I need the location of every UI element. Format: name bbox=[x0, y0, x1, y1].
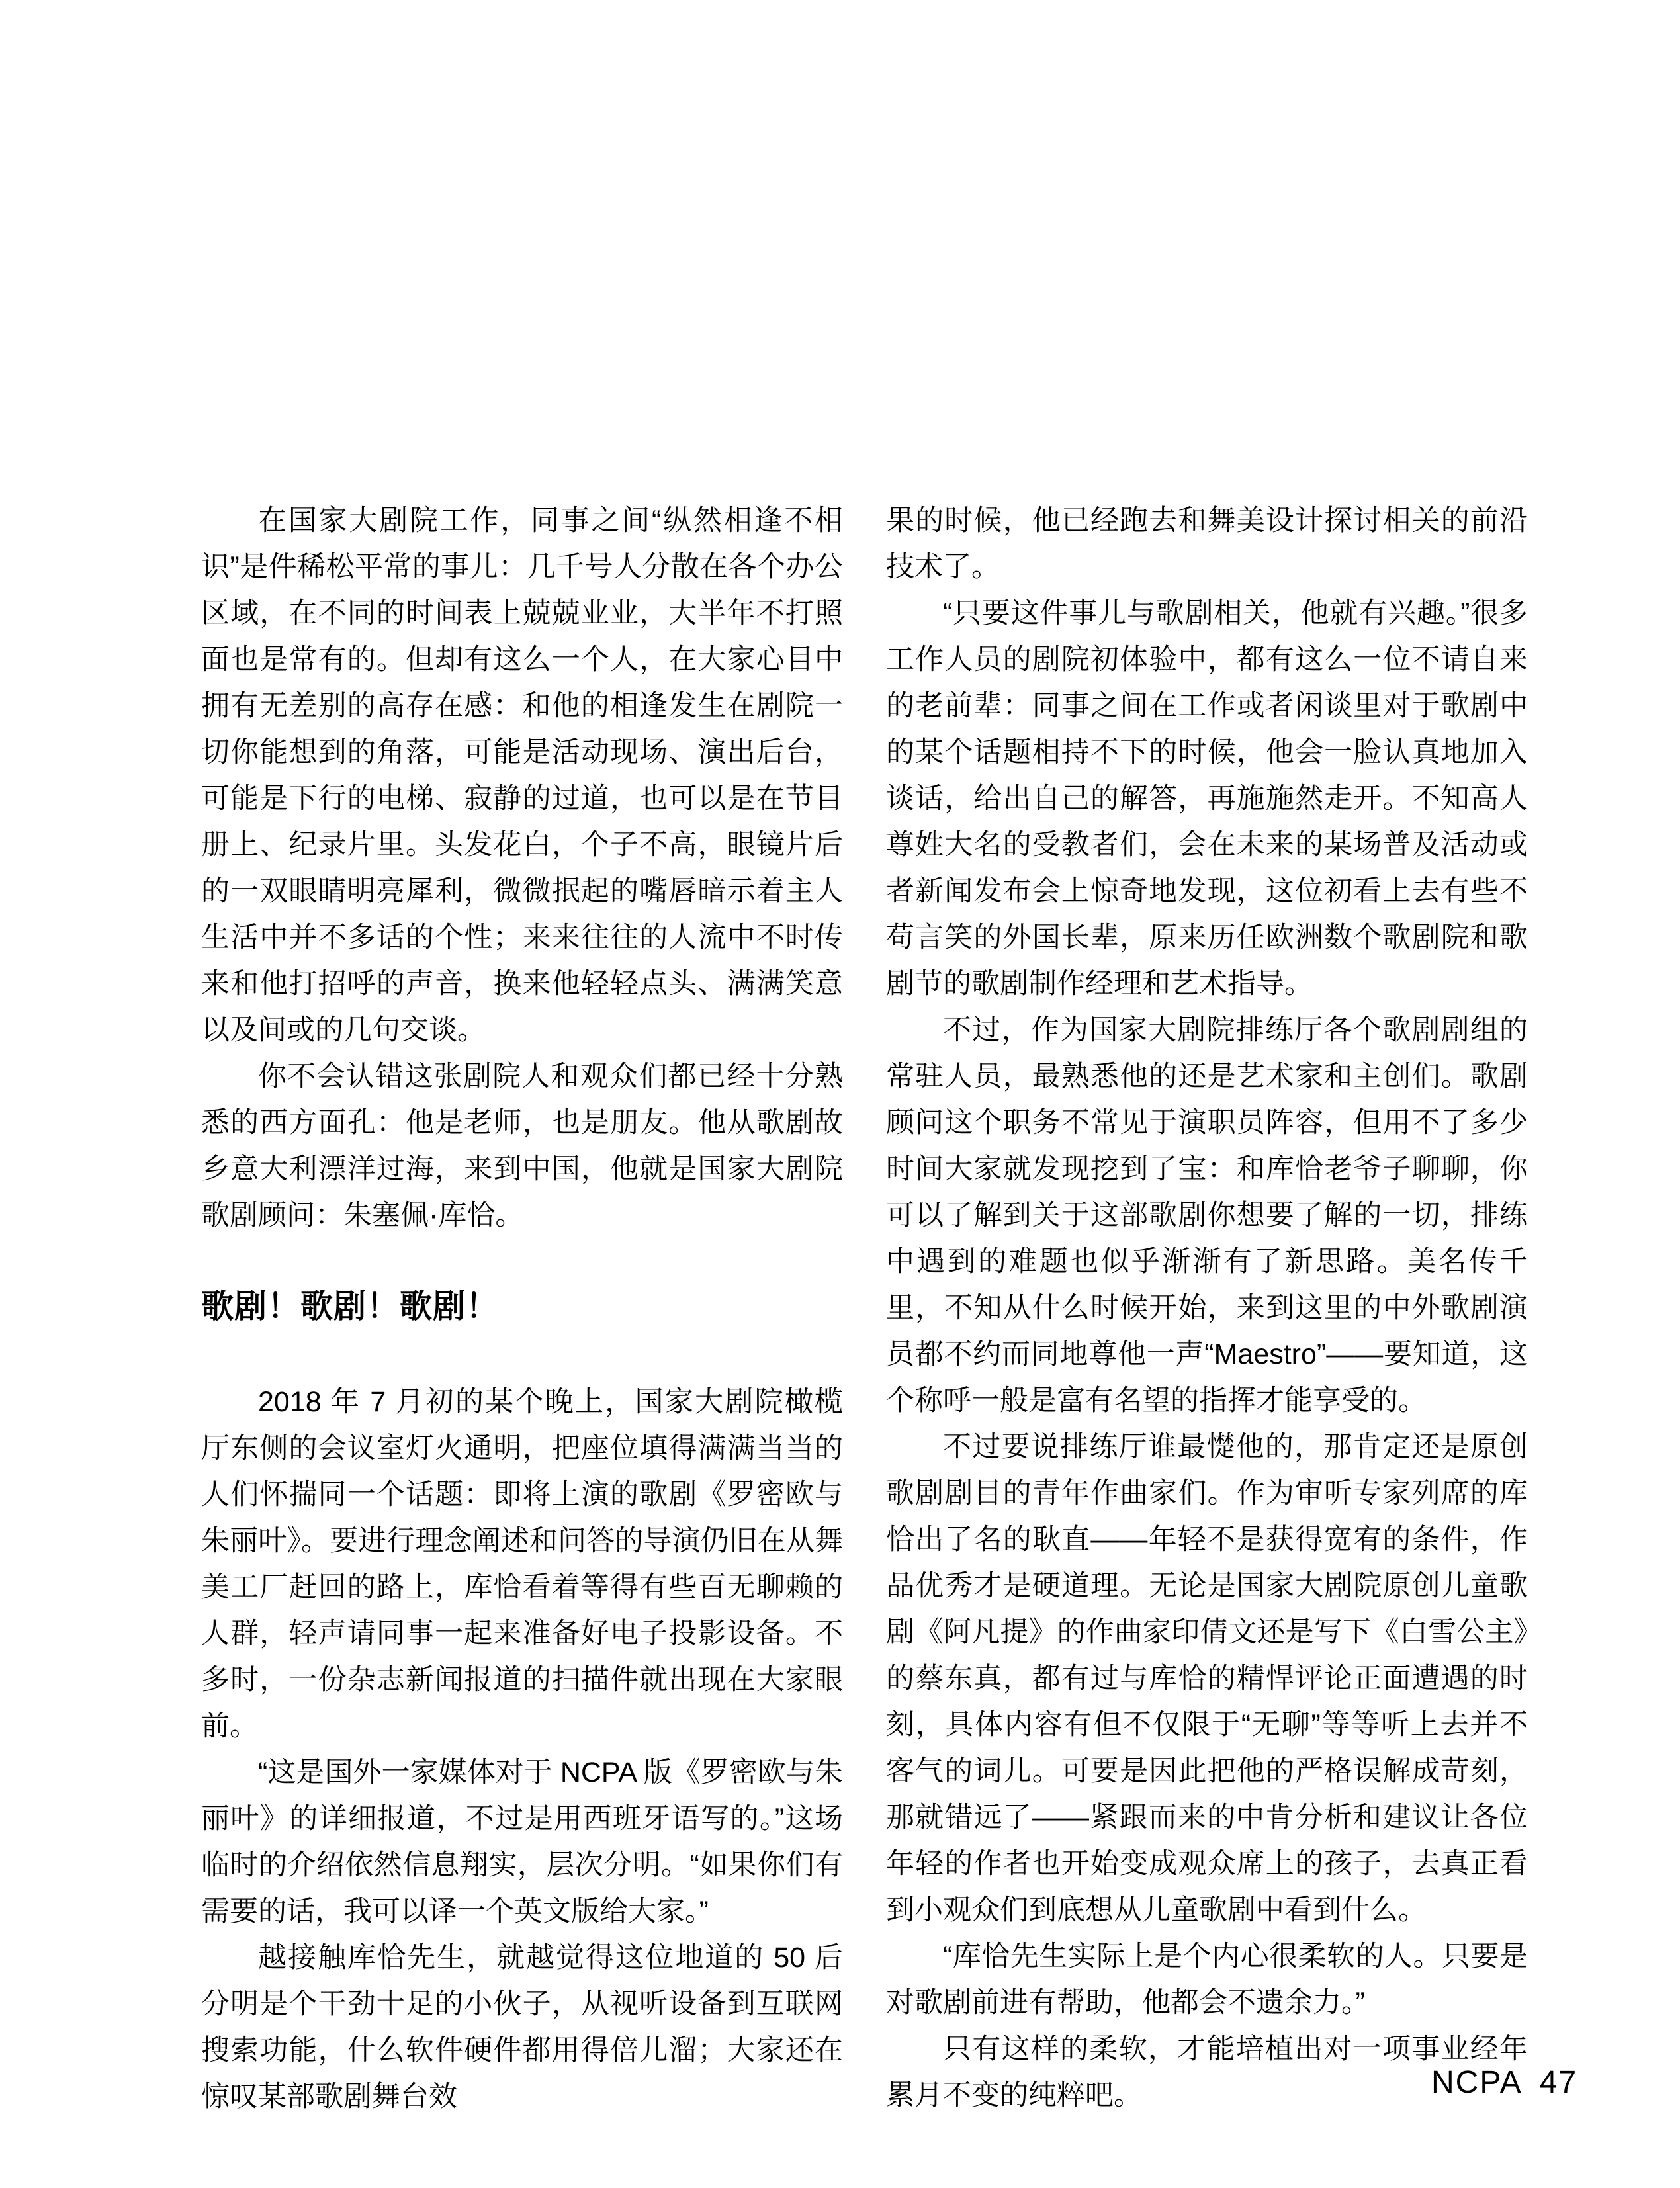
paragraph: “库恰先生实际上是个内心很柔软的人。只要是对歌剧前进有帮助，他都会不遗余力。” bbox=[886, 1941, 1528, 2019]
page-footer bbox=[1431, 2066, 1577, 2100]
left-column-bottom-paragraphs bbox=[201, 1379, 843, 2120]
section-heading: 歌剧！歌剧！歌剧！ bbox=[201, 1289, 500, 1325]
right-column-paragraphs bbox=[886, 498, 1528, 2119]
paragraph: 越接触库恰先生，就越觉得这位地道的 50 后分明是个干劲十足的小伙子，从视听设备到互联网搜索功能，什么软件硬件都用得倍儿溜；大家还在惊叹某部歌剧舞台效 bbox=[201, 1942, 843, 2113]
left-column-top-paragraphs bbox=[201, 498, 843, 1239]
journal-brand: NCPA bbox=[1431, 2065, 1523, 2100]
paragraph: 2018 年 7 月初的某个晚上，国家大剧院橄榄厅东侧的会议室灯火通明，把座位填得满满当当的人们怀揣同一个话题：即将上演的歌剧《罗密欧与朱丽叶》。要进行理念阐述和问答的导演仍旧在从舞美工厂赶回的路上，库恰看着等得有些百无聊赖的人群，轻声请同事一起来准备好电子投影设备。不多时，一份杂志新闻报道的扫描件就出现在大家眼前。 bbox=[201, 1386, 843, 1742]
paragraph: 不过，作为国家大剧院排练厅各个歌剧剧组的常驻人员，最熟悉他的还是艺术家和主创们。歌剧顾问这个职务不常见于演职员阵容，但用不了多少时间大家就发现挖到了宝：和库恰老爷子聊聊，你可以了解到关于这部歌剧你想要了解的一切，排练中遇到的难题也似乎渐渐有了新思路。美名传千里，不知从什么时候开始，来到这里的中外歌剧演员都不约而同地尊他一声“Maestro”——要知道，这个称呼一般是富有名望的指挥才能享受的。 bbox=[886, 1014, 1528, 1417]
paragraph: 不过要说排练厅谁最憷他的，那肯定还是原创歌剧剧目的青年作曲家们。作为审听专家列席的库恰出了名的耿直——年轻不是获得宽宥的条件，作品优秀才是硬道理。无论是国家大剧院原创儿童歌剧《阿凡提》的作曲家印倩文还是写下《白雪公主》的蔡东真，都有过与库恰的精悍评论正面遭遇的时刻，具体内容有但不仅限于“无聊”等等听上去并不客气的词儿。可要是因此把他的严格误解成苛刻，那就错远了——紧跟而来的中肯分析和建议让各位年轻的作者也开始变成观众席上的孩子，去真正看到小观众们到底想从儿童歌剧中看到什么。 bbox=[886, 1431, 1528, 1926]
paragraph: “只要这件事儿与歌剧相关，他就有兴趣。”很多工作人员的剧院初体验中，都有这么一位不请自来的老前辈：同事之间在工作或者闲谈里对于歌剧中的某个话题相持不下的时候，他会一脸认真地加入谈话，给出自己的解答，再施施然走开。不知高人尊姓大名的受教者们，会在未来的某场普及活动或者新闻发布会上惊奇地发现，这位初看上去有些不苟言笑的外国长辈，原来历任欧洲数个歌剧院和歌剧节的歌剧制作经理和艺术指导。 bbox=[886, 597, 1528, 1000]
right-column bbox=[886, 498, 1528, 2119]
paragraph: 果的时候，他已经跑去和舞美设计探讨相关的前沿技术了。 bbox=[886, 505, 1528, 583]
page-number: 47 bbox=[1539, 2065, 1578, 2100]
paragraph: 在国家大剧院工作，同事之间“纵然相逢不相识”是件稀松平常的事儿：几千号人分散在各个办公区域，在不同的时间表上兢兢业业，大半年不打照面也是常有的。但却有这么一个人，在大家心目中拥有无差别的高存在感：和他的相逢发生在剧院一切你能想到的角落，可能是活动现场、演出后台，可能是下行的电梯、寂静的过道，也可以是在节目册上、纪录片里。头发花白，个子不高，眼镜片后的一双眼睛明亮犀利，微微抿起的嘴唇暗示着主人生活中并不多话的个性；来来往往的人流中不时传来和他打招呼的声音，换来他轻轻点头、满满笑意以及间或的几句交谈。 bbox=[201, 505, 843, 1046]
paragraph: “这是国外一家媒体对于 NCPA 版《罗密欧与朱丽叶》的详细报道，不过是用西班牙语写的。”这场临时的介绍依然信息翔实，层次分明。“如果你们有需要的话，我可以译一个英文版给大家。” bbox=[201, 1757, 843, 1927]
paragraph: 你不会认错这张剧院人和观众们都已经十分熟悉的西方面孔：他是老师，也是朋友。他从歌剧故乡意大利漂洋过海，来到中国，他就是国家大剧院歌剧顾问：朱塞佩·库恰。 bbox=[201, 1061, 843, 1231]
left-column bbox=[201, 498, 843, 2120]
paragraph: 只有这样的柔软，才能培植出对一项事业经年累月不变的纯粹吧。 bbox=[886, 2033, 1528, 2111]
